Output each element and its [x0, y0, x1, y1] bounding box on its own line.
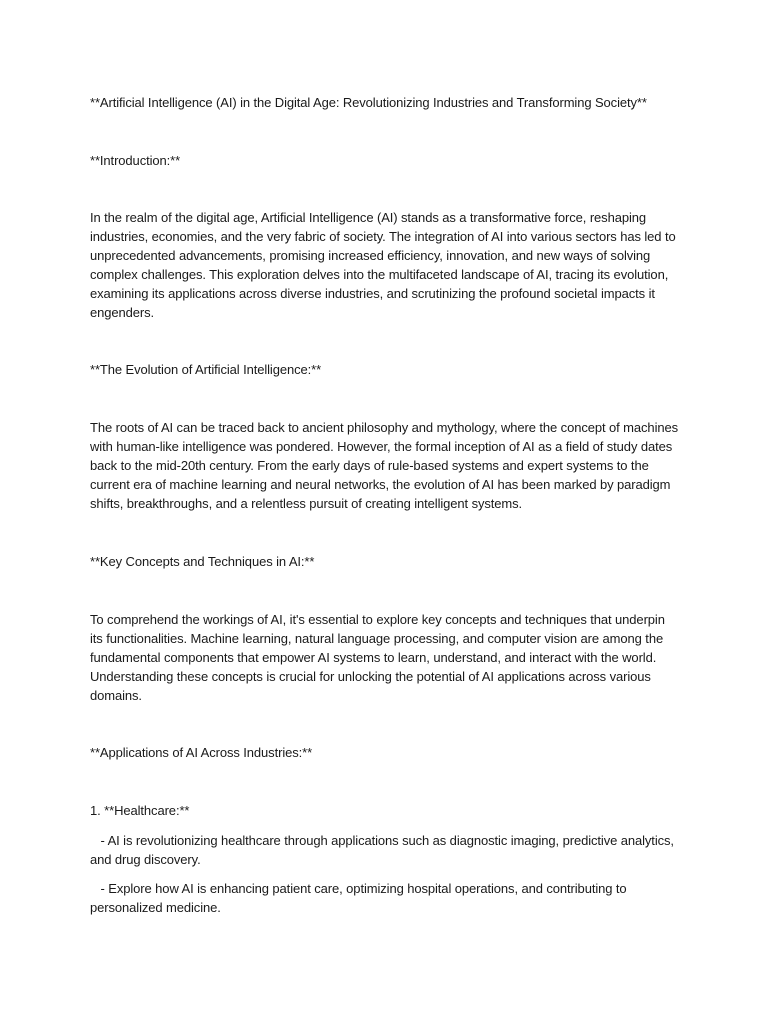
- healthcare-bullet-2: - Explore how AI is enhancing patient care, optimizing hospital operations, and contributing to personalized medicine.: [90, 881, 631, 915]
- introduction-heading: **Introduction:**: [90, 153, 181, 168]
- healthcare-bullet-1: - AI is revolutionizing healthcare through applications such as diagnostic imaging, predictive analytics, and drug discovery.: [90, 833, 678, 867]
- healthcare-heading: 1. **Healthcare:**: [90, 803, 190, 818]
- introduction-paragraph: In the realm of the digital age, Artificial Intelligence (AI) stands as a transformative force, reshaping industries, economies, and the very fabric of society. The integration of AI into various sectors has led to unprecedented advancements, promising increased efficiency, innovation, and new ways of solving complex challenges. This exploration delves into the multifaceted landscape of AI, tracing its evolution, examining its applications across diverse industries, and scrutinizing the profound societal impacts it engenders.: [90, 210, 676, 320]
- applications-heading: **Applications of AI Across Industries:**: [90, 745, 313, 760]
- evolution-heading: **The Evolution of Artificial Intelligence:**: [90, 362, 322, 377]
- document-title: **Artificial Intelligence (AI) in the Digital Age: Revolutionizing Industries and Transforming Society**: [90, 95, 647, 110]
- concepts-heading: **Key Concepts and Techniques in AI:**: [90, 554, 315, 569]
- concepts-paragraph: To comprehend the workings of AI, it's essential to explore key concepts and techniques that underpin its functionalities. Machine learning, natural language processing, and computer vision are among the fundamental components that empower AI systems to learn, understand, and interact with the world. Understanding these concepts is crucial for unlocking the potential of AI applications across various domains.: [90, 612, 665, 703]
- evolution-paragraph: The roots of AI can be traced back to ancient philosophy and mythology, where the concept of machines with human-like intelligence was pondered. However, the formal inception of AI as a field of study dates back to the mid-20th century. From the early days of rule-based systems and expert systems to the current era of machine learning and neural networks, the evolution of AI has been marked by paradigm shifts, breakthroughs, and a relentless pursuit of creating intelligent systems.: [90, 420, 679, 511]
